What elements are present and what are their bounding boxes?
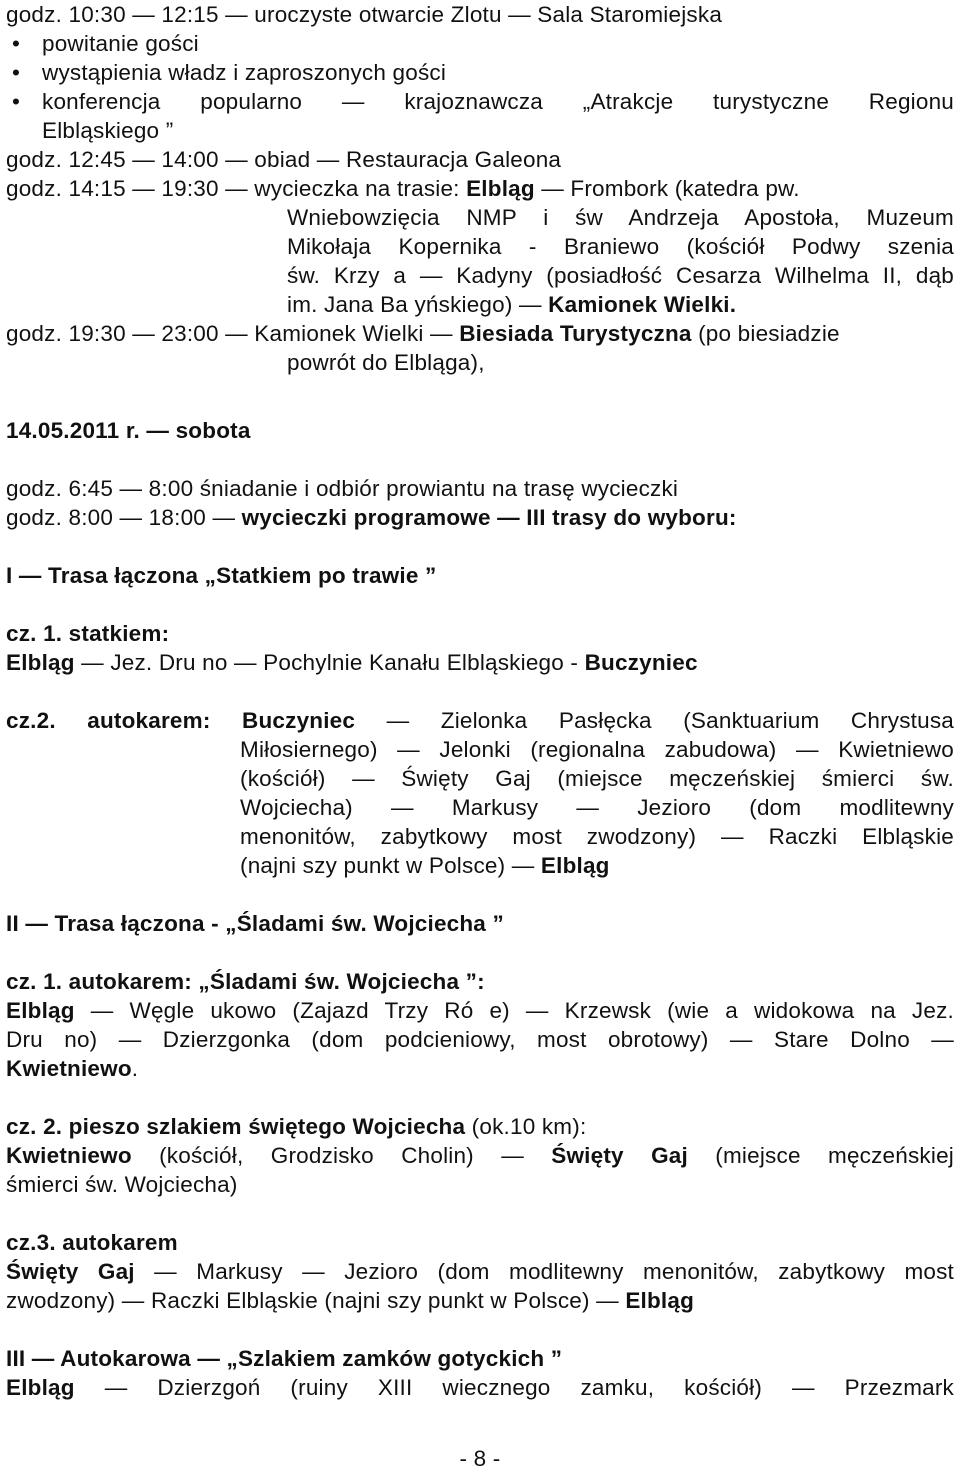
route-part-heading: cz. 1. statkiem: (6, 621, 170, 646)
route-line: śmierci św. Wojciecha) (6, 1172, 238, 1197)
route-line-continued: menonitów, zabytkowy most zwodzony) — Raczki Elbląskie (240, 824, 954, 849)
route-line: Elbląg — Węgle ukowo (Zajazd Trzy Ró e) — Krzewsk (wie a widokowa na Jez. (6, 998, 954, 1023)
route-part-heading: cz. 1. autokarem: „Śladami św. Wojciecha ”: (6, 969, 485, 994)
day-heading: 14.05.2011 r. — sobota (6, 418, 251, 443)
route-line-continued: Miłosiernego) — Jelonki (regionalna zabudowa) — Kwietniewo (240, 737, 954, 762)
route-line: Kwietniewo. (6, 1056, 139, 1081)
route-heading: I — Trasa łączona „Statkiem po trawie ” (6, 563, 437, 588)
route-line: zwodzony) — Raczki Elbląskie (najni szy punkt w Polsce) — Elbląg (6, 1288, 695, 1313)
schedule-line: godz. 10:30 — 12:15 — uroczyste otwarcie Zlotu — Sala Staromiejska (6, 2, 723, 27)
bullet-item-continued: Elbląskiego ” (42, 118, 174, 143)
bullet-item: • wystąpienia władz i zaproszonych gości (12, 60, 447, 85)
route-part-heading: cz.3. autokarem (6, 1230, 178, 1255)
schedule-line-continued: Mikołaja Kopernika - Braniewo (kościół Podwy szenia (287, 234, 954, 259)
bullet-icon: • (12, 60, 21, 85)
route-line: Elbląg — Dzierzgoń (ruiny XIII wiecznego zamku, kościół) — Przezmark (6, 1375, 954, 1400)
route-line: cz.2. autokarem: Buczyniec — Zielonka Pasłęcka (Sanktuarium Chrystusa (6, 708, 954, 733)
schedule-line-continued: św. Krzy a — Kadyny (posiadłość Cesarza Wilhelma II, dąb (287, 263, 954, 288)
bullet-icon: • (12, 89, 21, 114)
schedule-line: godz. 12:45 — 14:00 — obiad — Restauracja Galeona (6, 147, 562, 172)
schedule-line: godz. 14:15 — 19:30 — wycieczka na trasie: Elbląg — Frombork (katedra pw. (6, 176, 800, 201)
route-heading: III — Autokarowa — „Szlakiem zamków gotyckich ” (6, 1346, 563, 1371)
page-number: - 8 - (459, 1446, 501, 1471)
route-part-heading: cz. 2. pieszo szlakiem świętego Wojciecha (ok.10 km): (6, 1114, 587, 1139)
route-line-continued: (najni szy punkt w Polsce) — Elbląg (240, 853, 610, 878)
route-line-continued: Wojciecha) — Markusy — Jezioro (dom modlitewny (240, 795, 954, 820)
schedule-line-continued: powrót do Elbląga), (287, 350, 485, 375)
route-line: Elbląg — Jez. Dru no — Pochylnie Kanału Elbląskiego - Buczyniec (6, 650, 698, 675)
schedule-line: godz. 6:45 — 8:00 śniadanie i odbiór prowiantu na trasę wycieczki (6, 476, 679, 501)
bullet-item: • powitanie gości (12, 31, 199, 56)
schedule-line-continued: im. Jana Ba yńskiego) — Kamionek Wielki. (287, 292, 737, 317)
schedule-line-continued: Wniebowzięcia NMP i św Andrzeja Apostoła, Muzeum (287, 205, 954, 230)
route-line: Kwietniewo (kościół, Grodzisko Cholin) — Święty Gaj (miejsce męczeńskiej (6, 1143, 954, 1168)
schedule-line: godz. 8:00 — 18:00 — wycieczki programowe — III trasy do wyboru: (6, 505, 737, 530)
bullet-icon: • (12, 31, 21, 56)
route-line: Święty Gaj — Markusy — Jezioro (dom modlitewny menonitów, zabytkowy most (6, 1259, 954, 1284)
route-line-continued: (kościół) — Święty Gaj (miejsce męczeńskiej śmierci św. (240, 766, 954, 791)
schedule-line: godz. 19:30 — 23:00 — Kamionek Wielki — Biesiada Turystyczna (po biesiadzie (6, 321, 840, 346)
bullet-item: • konferencja popularno — krajoznawcza „Atrakcje turystyczne Regionu (12, 89, 954, 114)
route-heading: II — Trasa łączona - „Śladami św. Wojciecha ” (6, 911, 504, 936)
route-line: Dru no) — Dzierzgonka (dom podcieniowy, most obrotowy) — Stare Dolno — (6, 1027, 954, 1052)
